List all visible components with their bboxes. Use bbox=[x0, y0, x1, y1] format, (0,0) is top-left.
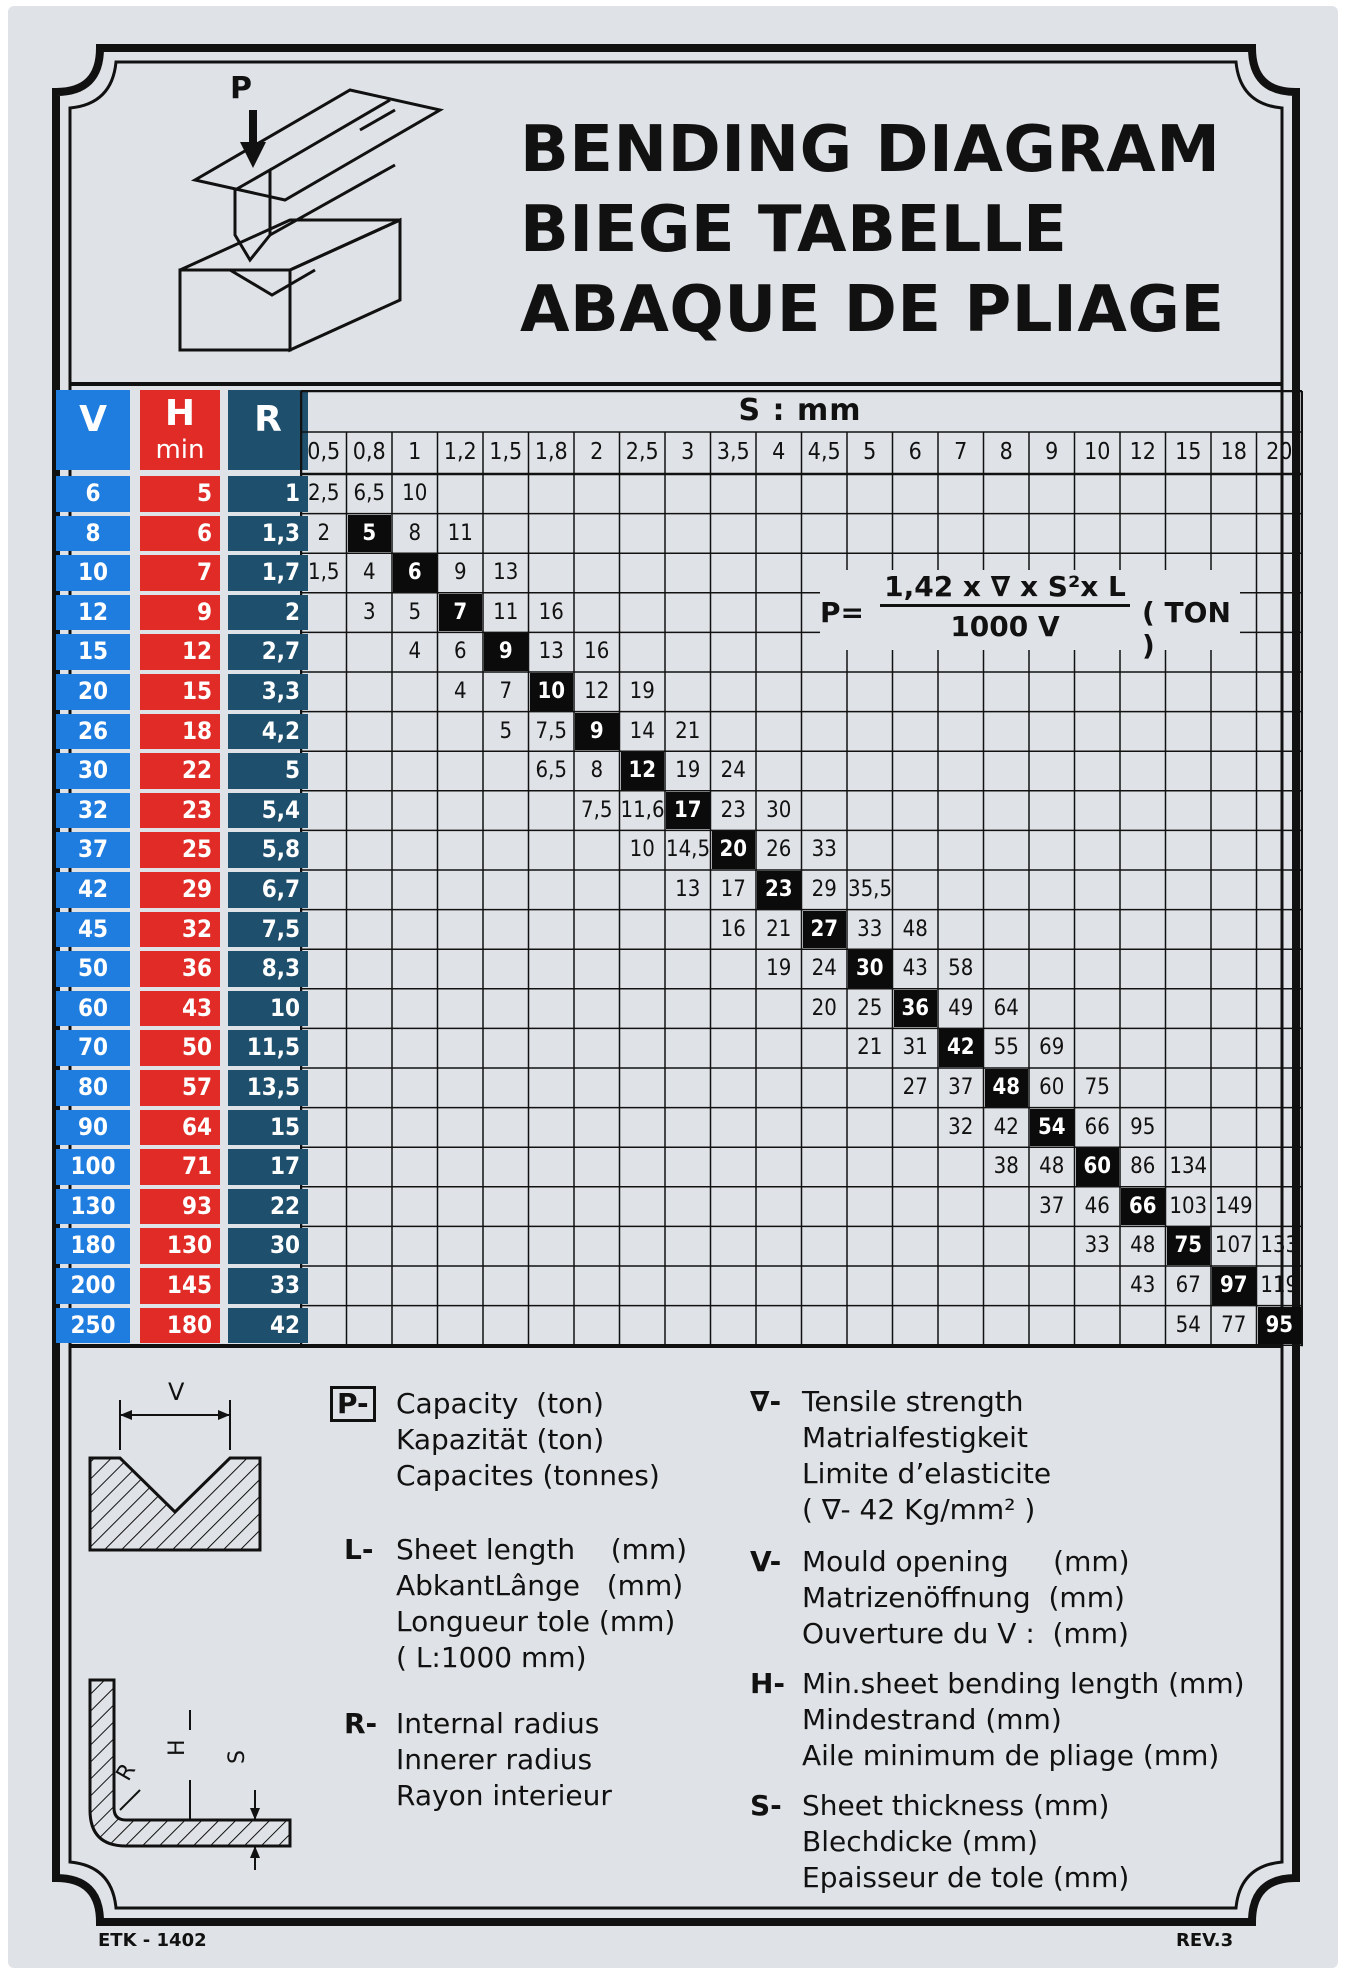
thickness-column-header: 7 bbox=[954, 439, 968, 465]
tonnage-cell: 49 bbox=[948, 995, 974, 1021]
tonnage-cell-recommended: 97 bbox=[1212, 1267, 1256, 1305]
tonnage-cell: 37 bbox=[948, 1075, 974, 1100]
tonnage-cell: 5 bbox=[408, 599, 422, 625]
thickness-column-header: 9 bbox=[1045, 439, 1059, 465]
thickness-column-header: 20 bbox=[1266, 439, 1293, 465]
min-flange-cell: 50 bbox=[140, 1030, 220, 1066]
thickness-column-header: 10 bbox=[1084, 439, 1111, 465]
tonnage-cell: 3 bbox=[362, 599, 376, 625]
die-opening-cell: 37 bbox=[56, 832, 130, 868]
tonnage-cell-recommended: 9 bbox=[575, 713, 619, 751]
tonnage-cell: 11,6 bbox=[620, 797, 665, 823]
thickness-column-header: 18 bbox=[1220, 439, 1247, 465]
inner-radius-cell: 17 bbox=[228, 1149, 308, 1185]
tonnage-cell: 149 bbox=[1214, 1193, 1253, 1219]
min-flange-cell: 23 bbox=[140, 793, 220, 829]
thickness-column-header: 1,8 bbox=[534, 439, 568, 465]
thickness-column-header: 4 bbox=[772, 439, 786, 465]
tonnage-cell: 27 bbox=[902, 1075, 928, 1100]
tonnage-cell: 66 bbox=[1084, 1114, 1110, 1140]
diagram-r-label: R bbox=[111, 1759, 142, 1786]
tonnage-cell-recommended: 48 bbox=[985, 1069, 1029, 1107]
inner-radius-cell: 5 bbox=[228, 753, 308, 789]
min-flange-cell: 180 bbox=[140, 1308, 220, 1344]
tonnage-cell: 29 bbox=[811, 877, 837, 902]
tonnage-cell-recommended: 54 bbox=[1030, 1109, 1074, 1147]
tonnage-cell-recommended: 23 bbox=[757, 871, 801, 909]
min-flange-cell: 32 bbox=[140, 912, 220, 948]
tonnage-cell: 103 bbox=[1169, 1193, 1208, 1219]
tonnage-cell-recommended: 5 bbox=[348, 515, 392, 553]
die-opening-cell: 30 bbox=[56, 753, 130, 789]
title-french: ABAQUE DE PLIAGE bbox=[520, 273, 1225, 347]
inner-radius-cell: 1,3 bbox=[228, 516, 308, 552]
inner-radius-cell: 1,7 bbox=[228, 555, 308, 591]
diagram-v-label: V bbox=[168, 1378, 185, 1406]
tonnage-cell-recommended: 6 bbox=[393, 554, 437, 592]
bent-sheet-diagram bbox=[80, 1670, 300, 1870]
die-opening-cell: 80 bbox=[56, 1070, 130, 1106]
thickness-column-header: 4,5 bbox=[807, 439, 841, 465]
tonnage-cell: 7,5 bbox=[535, 718, 567, 744]
tonnage-cell: 16 bbox=[584, 639, 610, 665]
title-block bbox=[520, 110, 1225, 350]
thickness-header: S : mm bbox=[738, 393, 862, 428]
tonnage-cell: 35,5 bbox=[848, 877, 893, 902]
tonnage-cell: 6,5 bbox=[353, 481, 385, 506]
tonnage-cell: 8 bbox=[408, 520, 422, 546]
tonnage-cell: 77 bbox=[1221, 1312, 1247, 1338]
tonnage-cell: 19 bbox=[675, 758, 701, 784]
legend-capacity-key: P- bbox=[330, 1386, 376, 1422]
min-flange-cell: 22 bbox=[140, 753, 220, 789]
tonnage-cell: 42 bbox=[993, 1114, 1019, 1140]
tonnage-cell-recommended: 30 bbox=[848, 950, 892, 988]
die-opening-cell: 130 bbox=[56, 1189, 130, 1225]
tonnage-cell: 38 bbox=[993, 1154, 1019, 1180]
tonnage-cell: 33 bbox=[811, 837, 837, 863]
min-flange-cell: 57 bbox=[140, 1070, 220, 1106]
tonnage-cell: 58 bbox=[948, 956, 974, 982]
inner-radius-cell: 1 bbox=[228, 476, 308, 512]
tonnage-cell: 33 bbox=[1084, 1233, 1110, 1259]
inner-radius-cell: 8,3 bbox=[228, 951, 308, 987]
tonnage-cell: 60 bbox=[1039, 1075, 1065, 1100]
thickness-column-header: 12 bbox=[1129, 439, 1156, 465]
tonnage-cell: 119 bbox=[1260, 1273, 1299, 1298]
min-flange-cell: 9 bbox=[140, 595, 220, 631]
tonnage-cell: 4 bbox=[453, 679, 467, 704]
min-flange-cell: 130 bbox=[140, 1228, 220, 1264]
min-flange-cell: 18 bbox=[140, 714, 220, 750]
column-header-h: H min bbox=[140, 390, 220, 470]
inner-radius-cell: 33 bbox=[228, 1268, 308, 1304]
tonnage-cell-recommended: 17 bbox=[666, 792, 710, 830]
tonnage-cell: 107 bbox=[1214, 1233, 1253, 1259]
v-die-diagram bbox=[80, 1370, 270, 1570]
min-flange-cell: 43 bbox=[140, 991, 220, 1027]
title-german: BIEGE TABELLE bbox=[520, 193, 1068, 267]
formula-numerator: 1,42 x ∇ x S²x L bbox=[884, 570, 1126, 603]
tonnage-cell: 32 bbox=[948, 1114, 974, 1140]
inner-radius-cell: 2,7 bbox=[228, 634, 308, 670]
thickness-column-header: 2 bbox=[590, 439, 604, 465]
tonnage-cell: 11 bbox=[493, 599, 519, 625]
tonnage-cell: 54 bbox=[1175, 1312, 1201, 1338]
legend-thickness-text: Sheet thickness (mm) Blechdicke (mm) Epaisseur de tole (mm) bbox=[802, 1789, 1130, 1894]
revision: REV.3 bbox=[1176, 1930, 1234, 1951]
inner-radius-cell: 4,2 bbox=[228, 714, 308, 750]
tonnage-cell: 7 bbox=[499, 679, 513, 704]
inner-radius-cell: 22 bbox=[228, 1189, 308, 1225]
min-flange-cell: 25 bbox=[140, 832, 220, 868]
tonnage-cell-recommended: 27 bbox=[803, 911, 847, 949]
tonnage-cell: 21 bbox=[857, 1035, 883, 1061]
thickness-column-header: 0,8 bbox=[352, 439, 386, 465]
legend-length-key: L- bbox=[344, 1533, 374, 1566]
tonnage-cell: 48 bbox=[1130, 1233, 1156, 1259]
inner-radius-cell: 42 bbox=[228, 1308, 308, 1344]
die-opening-cell: 70 bbox=[56, 1030, 130, 1066]
die-opening-cell: 6 bbox=[56, 476, 130, 512]
diagram-s-label: S bbox=[225, 1750, 250, 1764]
inner-radius-cell: 11,5 bbox=[228, 1030, 308, 1066]
thickness-column-header: 1,2 bbox=[443, 439, 477, 465]
thickness-column-header: 8 bbox=[999, 439, 1013, 465]
die-opening-cell: 12 bbox=[56, 595, 130, 631]
min-flange-cell: 12 bbox=[140, 634, 220, 670]
inner-radius-cell: 2 bbox=[228, 595, 308, 631]
press-brake-illustration bbox=[150, 70, 450, 360]
die-opening-cell: 250 bbox=[56, 1308, 130, 1344]
tonnage-cell: 4 bbox=[362, 560, 376, 586]
tonnage-cell: 19 bbox=[629, 679, 655, 704]
tonnage-cell: 33 bbox=[857, 916, 883, 942]
tonnage-cell-recommended: 9 bbox=[484, 633, 528, 671]
thickness-column-header: 15 bbox=[1175, 439, 1202, 465]
part-number: ETK - 1402 bbox=[98, 1930, 207, 1951]
die-opening-cell: 15 bbox=[56, 634, 130, 670]
thickness-column-header: 3 bbox=[681, 439, 695, 465]
tonnage-cell: 133 bbox=[1260, 1233, 1299, 1259]
tonnage-cell: 4 bbox=[408, 639, 422, 665]
tonnage-cell: 11 bbox=[447, 520, 473, 546]
tonnage-cell: 12 bbox=[584, 679, 610, 704]
min-flange-cell: 29 bbox=[140, 872, 220, 908]
tonnage-cell-recommended: 36 bbox=[894, 990, 938, 1028]
min-flange-cell: 145 bbox=[140, 1268, 220, 1304]
thickness-column-header: 6 bbox=[908, 439, 922, 465]
tonnage-cell-recommended: 60 bbox=[1076, 1148, 1120, 1186]
formula-denominator: 1000 V bbox=[950, 610, 1060, 643]
tonnage-cell: 67 bbox=[1175, 1273, 1201, 1298]
tonnage-cell: 14 bbox=[629, 718, 655, 744]
inner-radius-cell: 30 bbox=[228, 1228, 308, 1264]
die-opening-cell: 180 bbox=[56, 1228, 130, 1264]
tonnage-cell: 31 bbox=[902, 1035, 928, 1061]
column-header-r: R bbox=[228, 390, 308, 470]
tonnage-cell: 13 bbox=[675, 877, 701, 902]
tonnage-cell: 16 bbox=[538, 599, 564, 625]
tonnage-cell-recommended: 12 bbox=[621, 752, 665, 790]
formula-fraction-bar bbox=[880, 604, 1130, 607]
tonnage-cell: 16 bbox=[720, 916, 746, 942]
die-opening-cell: 200 bbox=[56, 1268, 130, 1304]
tonnage-cell: 21 bbox=[675, 718, 701, 744]
inner-radius-cell: 5,8 bbox=[228, 832, 308, 868]
column-header-h-sub: min bbox=[155, 435, 205, 465]
tonnage-cell: 55 bbox=[993, 1035, 1019, 1061]
tonnage-cell-recommended: 42 bbox=[939, 1029, 983, 1067]
tonnage-cell: 5 bbox=[499, 718, 513, 744]
legend-tensile-key: ∇- bbox=[750, 1385, 782, 1418]
die-opening-cell: 32 bbox=[56, 793, 130, 829]
tonnage-formula bbox=[820, 570, 1240, 662]
tonnage-cell: 10 bbox=[629, 837, 655, 863]
die-opening-cell: 60 bbox=[56, 991, 130, 1027]
tonnage-cell: 13 bbox=[538, 639, 564, 665]
legend-radius-text: Internal radius Innerer radius Rayon interieur bbox=[396, 1707, 612, 1812]
tonnage-cell-recommended: 75 bbox=[1167, 1227, 1211, 1265]
tonnage-cell: 48 bbox=[902, 916, 928, 942]
die-opening-cell: 45 bbox=[56, 912, 130, 948]
inner-radius-cell: 5,4 bbox=[228, 793, 308, 829]
diagram-h-label: H bbox=[165, 1739, 190, 1756]
min-flange-cell: 5 bbox=[140, 476, 220, 512]
tonnage-cell: 46 bbox=[1084, 1193, 1110, 1219]
tonnage-cell: 7,5 bbox=[581, 797, 613, 823]
legend-radius-key: R- bbox=[344, 1707, 378, 1740]
legend-min-length-text: Min.sheet bending length (mm) Mindestrand (mm) Aile minimum de pliage (mm) bbox=[802, 1667, 1245, 1772]
tonnage-cell-recommended: 20 bbox=[712, 831, 756, 869]
tonnage-cell: 25 bbox=[857, 995, 883, 1021]
tonnage-cell: 14,5 bbox=[666, 837, 711, 863]
tonnage-cell: 24 bbox=[811, 956, 837, 982]
tonnage-cell: 48 bbox=[1039, 1154, 1065, 1180]
tonnage-cell: 134 bbox=[1169, 1154, 1208, 1180]
legend-tensile-text: Tensile strength Matrialfestigkeit Limite d’elasticite ( ∇- 42 Kg/mm² ) bbox=[802, 1385, 1052, 1526]
thickness-column-header: 3,5 bbox=[716, 439, 750, 465]
legend-capacity-text: Capacity (ton) Kapazität (ton) Capacites (tonnes) bbox=[396, 1387, 660, 1492]
inner-radius-cell: 13,5 bbox=[228, 1070, 308, 1106]
tonnage-cell: 19 bbox=[766, 956, 792, 982]
die-opening-cell: 26 bbox=[56, 714, 130, 750]
min-flange-cell: 7 bbox=[140, 555, 220, 591]
tonnage-cell: 95 bbox=[1130, 1114, 1156, 1140]
legend-min-length-key: H- bbox=[750, 1667, 786, 1700]
thickness-column-header: 1 bbox=[408, 439, 422, 465]
min-flange-cell: 36 bbox=[140, 951, 220, 987]
tonnage-cell: 10 bbox=[402, 481, 428, 506]
tonnage-cell: 26 bbox=[766, 837, 792, 863]
tonnage-cell: 8 bbox=[590, 758, 604, 784]
inner-radius-cell: 3,3 bbox=[228, 674, 308, 710]
tonnage-cell: 37 bbox=[1039, 1193, 1065, 1219]
thickness-column-header: 0,5 bbox=[307, 439, 341, 465]
tonnage-cell: 2,5 bbox=[308, 481, 340, 506]
tonnage-cell: 64 bbox=[993, 995, 1019, 1021]
min-flange-cell: 6 bbox=[140, 516, 220, 552]
legend-mould-opening-key: V- bbox=[750, 1545, 782, 1578]
tonnage-cell: 1,5 bbox=[308, 560, 340, 586]
tonnage-cell: 30 bbox=[766, 797, 792, 823]
tonnage-cell: 43 bbox=[1130, 1273, 1156, 1298]
inner-radius-cell: 7,5 bbox=[228, 912, 308, 948]
tonnage-cell: 75 bbox=[1084, 1075, 1110, 1100]
tonnage-cell: 86 bbox=[1130, 1154, 1156, 1180]
tonnage-cell: 24 bbox=[720, 758, 746, 784]
title-english: BENDING DIAGRAM bbox=[520, 113, 1221, 187]
thickness-column-header: 1,5 bbox=[489, 439, 523, 465]
thickness-column-header: 5 bbox=[863, 439, 877, 465]
die-opening-cell: 8 bbox=[56, 516, 130, 552]
tonnage-cell: 6,5 bbox=[535, 758, 567, 784]
legend-length-text: Sheet length (mm) AbkantLânge (mm) Longueur tole (mm) ( L:1000 mm) bbox=[396, 1533, 688, 1674]
tonnage-cell: 43 bbox=[902, 956, 928, 982]
inner-radius-cell: 6,7 bbox=[228, 872, 308, 908]
formula-lhs: P= bbox=[820, 596, 864, 629]
tonnage-cell-recommended: 95 bbox=[1258, 1307, 1302, 1345]
tonnage-cell: 20 bbox=[811, 995, 837, 1021]
tonnage-cell: 17 bbox=[720, 877, 746, 902]
tonnage-cell: 69 bbox=[1039, 1035, 1065, 1061]
thickness-column-header: 2,5 bbox=[625, 439, 659, 465]
inner-radius-cell: 10 bbox=[228, 991, 308, 1027]
tonnage-cell-recommended: 66 bbox=[1121, 1188, 1165, 1226]
min-flange-cell: 71 bbox=[140, 1149, 220, 1185]
die-opening-cell: 100 bbox=[56, 1149, 130, 1185]
tonnage-cell-recommended: 7 bbox=[439, 594, 483, 632]
tonnage-cell: 9 bbox=[453, 560, 467, 586]
legend-thickness-key: S- bbox=[750, 1789, 782, 1822]
legend-mould-opening-text: Mould opening (mm) Matrizenöffnung (mm) Ouverture du V : (mm) bbox=[802, 1545, 1130, 1650]
die-opening-cell: 50 bbox=[56, 951, 130, 987]
inner-radius-cell: 15 bbox=[228, 1110, 308, 1146]
tonnage-cell: 21 bbox=[766, 916, 792, 942]
column-header-v: V bbox=[56, 390, 130, 470]
die-opening-cell: 90 bbox=[56, 1110, 130, 1146]
die-opening-cell: 42 bbox=[56, 872, 130, 908]
min-flange-cell: 15 bbox=[140, 674, 220, 710]
tonnage-cell: 6 bbox=[453, 639, 467, 665]
press-force-label: P bbox=[230, 71, 252, 106]
tonnage-cell: 13 bbox=[493, 560, 519, 586]
min-flange-cell: 93 bbox=[140, 1189, 220, 1225]
tonnage-cell: 2 bbox=[317, 520, 331, 546]
tonnage-cell: 23 bbox=[720, 797, 746, 823]
die-opening-cell: 20 bbox=[56, 674, 130, 710]
min-flange-cell: 64 bbox=[140, 1110, 220, 1146]
die-opening-cell: 10 bbox=[56, 555, 130, 591]
formula-unit: ( TON ) bbox=[1142, 596, 1231, 662]
tonnage-cell-recommended: 10 bbox=[530, 673, 574, 711]
